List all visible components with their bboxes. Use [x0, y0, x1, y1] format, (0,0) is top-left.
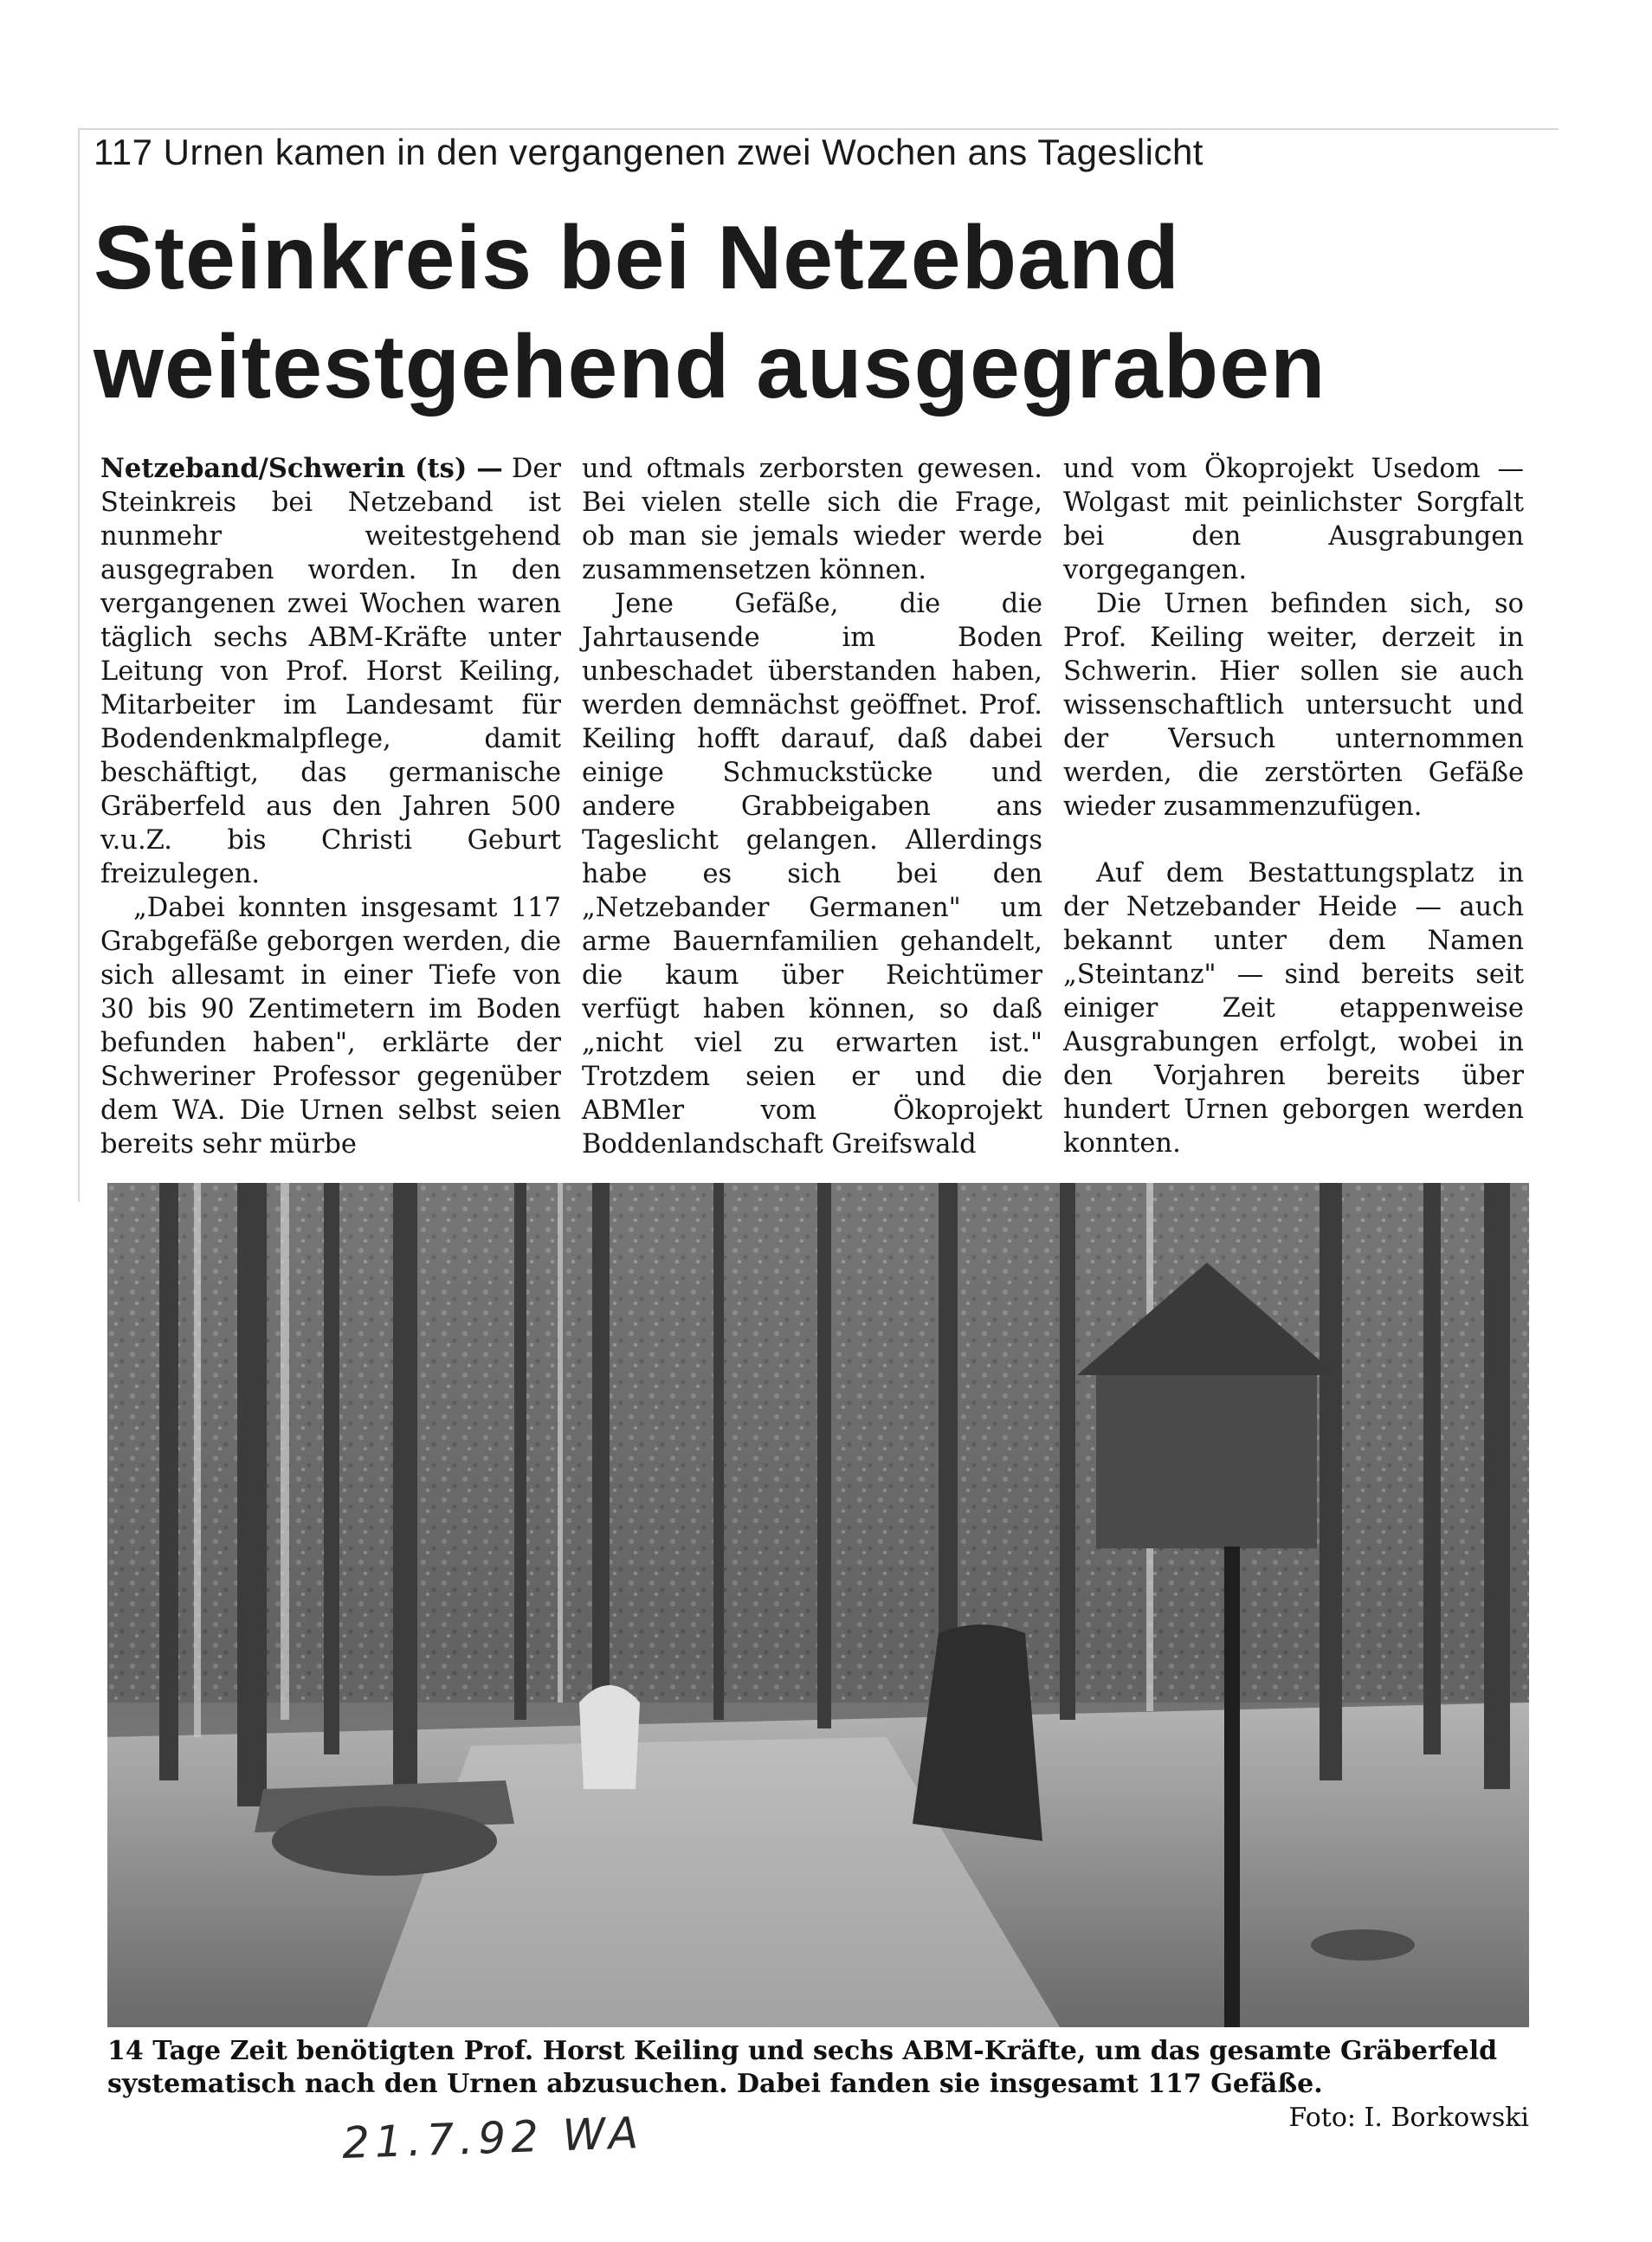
article-body [100, 452, 1529, 1179]
paragraph: Jene Gefäße, die die Jahrtausende im Boden unbeschadet überstanden haben, werden demnächst geöffnet. Prof. Keiling hofft darauf, daß dabei einige Schmuckstücke und andere Grabbeigaben ans Tageslicht gelangen. Allerdings habe es sich bei den „Netzebander Germanen" um arme Bauernfamilien gehandelt, die kaum über Reichtümer verfügt haben können, so daß „nicht viel zu erwarten ist." Trotzdem seien er und die ABMler vom Ökoprojekt Boddenlandschaft Greifswald [582, 589, 1042, 1160]
clipping-left-edge [78, 128, 80, 1202]
column-1 [100, 452, 561, 1161]
dateline: Netzeband/Schwerin (ts) — [100, 453, 503, 484]
column-2 [582, 452, 1042, 1161]
handwritten-note: 21.7.92 WA [341, 2107, 644, 2169]
headline [94, 204, 1565, 422]
paragraph: „Dabei konnten insgesamt 117 Grabgefäße geborgen werden, die sich allesamt in einer Tiefe von 30 bis 90 Zentimetern im Boden befunden haben", erklärte der Schweriner Professor gegenüber dem WA. Die Urnen selbst seien bereits sehr mürbe [100, 893, 561, 1160]
paragraph: Auf dem Bestattungsplatz in der Netzebander Heide — auch bekannt unter dem Namen „Steintanz" — sind bereits seit einiger Zeit etappenweise Ausgrabungen erfolgt, wobei in den Vorjahren bereits über hundert Urnen geborgen werden konnten. [1063, 858, 1524, 1159]
paragraph: Die Urnen befinden sich, so Prof. Keiling weiter, derzeit in Schwerin. Hier sollen sie auch wissenschaftlich untersucht und der Versuch unternommen werden, die zerstörten Gefäße wieder zusammenzufügen. [1063, 589, 1524, 822]
forest-photo [107, 1183, 1529, 2027]
clipping-top-edge [78, 128, 1558, 130]
paragraph: Netzeband/Schwerin (ts) — Der Steinkreis bei Netzeband ist nunmehr weitestgehend ausgegraben worden. In den vergangenen zwei Wochen waren täglich sechs ABM-Kräfte unter Leitung von Prof. Horst Keiling, Mitarbeiter im Landesamt für Bodendenkmalpflege, damit beschäftigt, das germanische Gräberfeld aus den Jahren 500 v.u.Z. bis Christi Geburt freizulegen. [100, 453, 562, 889]
headline-line-1: Steinkreis bei Netzeband [94, 208, 1181, 308]
column-3 [1063, 452, 1524, 1160]
photo-credit: Foto: I. Borkowski [1288, 2103, 1529, 2133]
photo-caption: 14 Tage Zeit benötigten Prof. Horst Keiling und sechs ABM-Kräfte, um das gesamte Gräberfeld systematisch nach den Urnen abzusuchen. Dabei fanden sie insgesamt 117 Gefäße. [107, 2036, 1498, 2099]
paragraph: und vom Ökoprojekt Usedom — Wolgast mit peinlichster Sorgfalt bei den Ausgrabungen vorgegangen. [1063, 454, 1524, 585]
subheadline: 117 Urnen kamen in den vergangenen zwei Wochen ans Tageslicht [94, 132, 1204, 172]
headline-line-2: weitestgehend ausgegraben [94, 317, 1326, 417]
paragraph: und oftmals zerborsten gewesen. Bei vielen stelle sich die Frage, ob man sie jemals wieder werde zusammensetzen können. [582, 454, 1042, 585]
